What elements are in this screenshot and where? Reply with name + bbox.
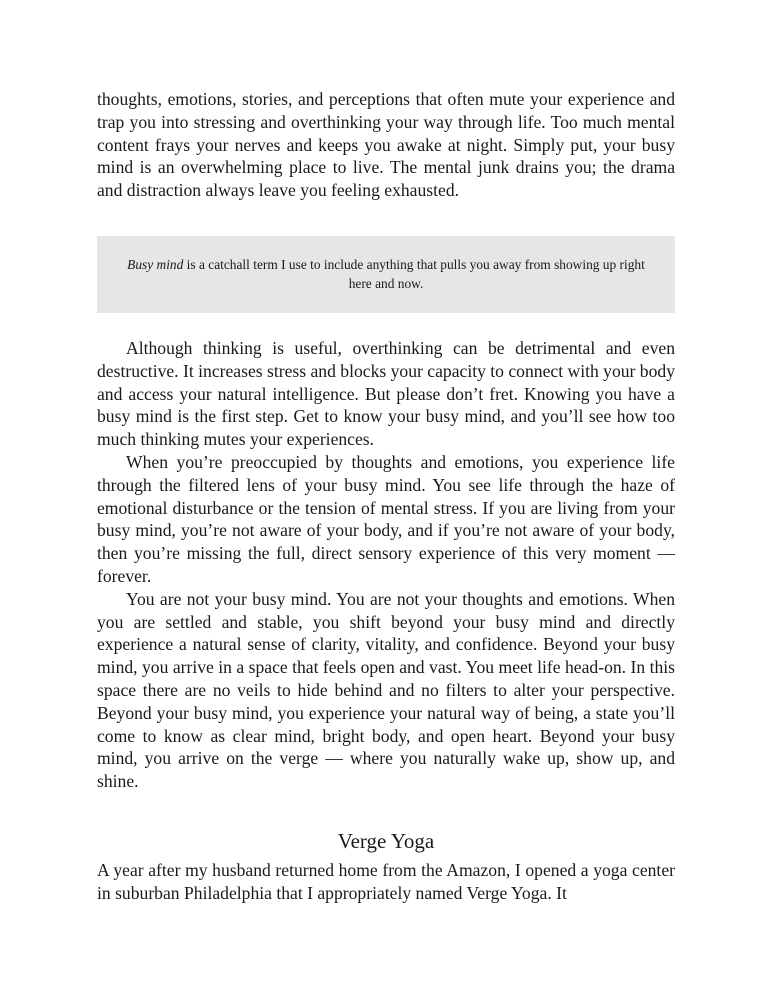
callout-term: Busy mind [127,256,184,272]
callout-text: is a catchall term I use to include anything that pulls you away from showing up right here and now. [183,256,645,291]
paragraph: You are not your busy mind. You are not your thoughts and emotions. When you are settled and stable, you shift beyond your busy mind and directly experience a natural sense of clarity, vitality, and confidence. Beyond your busy mind, you arrive in a space that feels open and vast. You meet life head-on. In this space there are no veils to hide behind and no filters to alter your perspective. Beyond your busy mind, you experience your natural way of being, a state you’ll come to know as clear mind, bright body, and open heart. Beyond your busy mind, you arrive on the verge — where you naturally wake up, show up, and shine. [97,588,675,792]
paragraph: A year after my husband returned home from the Amazon, I opened a yoga center in suburban Philadelphia that I appropriately named Verge Yoga. It [97,859,675,903]
page-body [97,88,675,905]
paragraph: Although thinking is useful, overthinking can be detrimental and even destructive. It increases stress and blocks your capacity to connect with your body and access your natural intelligence. But please don’t fret. Knowing you have a busy mind is the first step. Get to know your busy mind, and you’ll see how too much thinking mutes your experiences. [97,337,675,450]
paragraph: When you’re preoccupied by thoughts and emotions, you experience life through the filtered lens of your busy mind. You see life through the haze of emotional disturbance or the tension of mental stress. If you are living from your busy mind, you’re not aware of your body, and if you’re not aware of your body, then you’re missing the full, direct sensory experience of this very moment — forever. [97,451,675,586]
section-heading: Verge Yoga [337,828,435,853]
callout-box [97,236,675,313]
paragraph-continuation: thoughts, emotions, stories, and perceptions that often mute your experience and trap you into stressing and overthinking your way through life. Too much mental content frays your nerves and keeps you awake at night. Simply put, your busy mind is an overwhelming place to live. The mental junk drains you; the drama and distraction always leave you feeling exhausted. [97,89,675,201]
